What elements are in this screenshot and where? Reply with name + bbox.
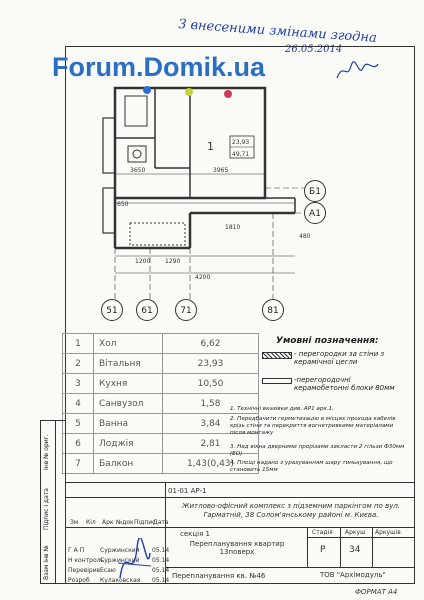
company-name: ТОВ "Архімодуль" — [320, 571, 386, 579]
note-4: 4. Площі надано з урахуванням шару тинькування, що становить 15мм — [230, 460, 393, 473]
plan-area-bottom: 49,71 — [232, 151, 250, 158]
drawing-title: Перепланування квартир 13поверх — [189, 540, 285, 556]
table-row — [63, 354, 259, 374]
marker-blue — [143, 86, 151, 94]
title-block-signature — [115, 538, 155, 586]
axis-61: 61 — [136, 299, 158, 321]
stage-value: Р — [320, 545, 326, 555]
plan-dim-1290: 1290 — [165, 258, 181, 265]
watermark: Forum.Domik.ua — [52, 52, 266, 82]
col-ark: Арк — [102, 519, 114, 526]
legend-swatch-block — [262, 378, 292, 384]
room-no: 7 — [63, 454, 94, 474]
table-row — [63, 374, 259, 394]
room-no: 6 — [63, 434, 94, 454]
plan-area-top: 23,93 — [232, 139, 250, 146]
section-label: секція 1 — [180, 530, 210, 538]
person-role: Перевірив — [68, 567, 101, 574]
sheet-title: Перепланування кв. №46 — [172, 572, 266, 580]
person-date: 05.14 — [152, 567, 170, 574]
person-date: 05.14 — [152, 577, 170, 584]
marker-red — [224, 90, 232, 98]
room-name: Балкон — [94, 454, 163, 474]
room-name: Вітальня — [94, 354, 163, 374]
approval-date: 26.05.2014 — [285, 44, 343, 55]
person-name: Суржинский — [100, 547, 140, 554]
plan-dim-480: 480 — [299, 233, 311, 240]
side-label-3: Взам інв № — [43, 545, 50, 580]
axis-b1: Б1 — [304, 180, 326, 202]
side-stamp-col — [54, 420, 66, 584]
doc-code: 01-01 АР-1 — [168, 487, 207, 495]
person-role: Розроб — [68, 577, 90, 584]
person-name: Кулаковская — [100, 577, 141, 584]
room-area: 23,93 — [163, 354, 259, 374]
note-1: 1. Технічні вказівки див. АР1 арк.1. — [230, 406, 334, 412]
format-label: ФОРМАТ А4 — [355, 588, 398, 596]
room-area: 10,50 — [163, 374, 259, 394]
tb-line — [307, 537, 415, 538]
plan-dim-3650: 3650 — [130, 167, 146, 174]
side-label-1: Інв № ориг. — [43, 434, 50, 470]
tb-line — [165, 567, 415, 568]
tb-line — [65, 527, 415, 528]
plan-dim-3965: 3965 — [213, 167, 229, 174]
plan-dim-1200: 1200 — [135, 258, 151, 265]
note-2: 2. Передбачити герметизацію в місцях прохода кабелів крізь стіни та перекриття вогнетривкими матеріалами після монтажу — [230, 416, 396, 436]
legend-item-block: -перегородочні керамобетонні блоки 80мм — [294, 376, 395, 392]
plan-room-number: 1 — [207, 140, 214, 153]
legend-item-brick: - перегородки за стіни з керамічної цегли — [294, 350, 385, 366]
room-no: 2 — [63, 354, 94, 374]
room-no: 5 — [63, 414, 94, 434]
person-name: Суржинский — [100, 557, 140, 564]
person-date: 05.14 — [152, 547, 170, 554]
project-title: Житлово-офісний комплекс з підземним паркінгом по вул. Гарматній, 38 Солом'янському районі м. Києва. — [181, 502, 401, 519]
tb-line — [65, 482, 415, 483]
room-area: 1,43(0,43) — [163, 454, 259, 474]
legend-title: Умовні позначення: — [276, 336, 379, 346]
person-date: 05.14 — [152, 557, 170, 564]
hdr-sheet: Аркуш — [345, 529, 366, 536]
axis-a1: А1 — [304, 202, 326, 224]
person-role: Г А П — [68, 547, 85, 554]
col-izm: Зм — [70, 519, 79, 526]
plan-dim-650: 650 — [117, 201, 129, 208]
room-name: Хол — [94, 334, 163, 354]
person-role: Н контроль — [68, 557, 104, 564]
room-no: 4 — [63, 394, 94, 414]
person-name: Есаю — [100, 567, 116, 574]
plan-dim-4200: 4200 — [195, 274, 211, 281]
room-no: 1 — [63, 334, 94, 354]
side-label-2: Підпис і дата — [43, 488, 50, 530]
axis-81: 81 — [262, 299, 284, 321]
room-area: 1,58 — [163, 394, 259, 414]
marker-yellow — [185, 88, 193, 96]
floor-plan — [95, 78, 385, 318]
col-sign: Підпис — [134, 519, 156, 526]
tb-line — [372, 527, 373, 567]
axis-51: 51 — [101, 299, 123, 321]
room-no: 3 — [63, 374, 94, 394]
axis-71: 71 — [175, 299, 197, 321]
tb-line — [307, 527, 308, 567]
room-name: Санвузол — [94, 394, 163, 414]
hdr-sheets: Аркушів — [375, 529, 401, 536]
sheet-value: 34 — [349, 545, 361, 555]
tb-line — [340, 527, 341, 567]
col-date: Дата — [153, 519, 169, 526]
room-area: 3,84 — [163, 414, 259, 434]
legend-swatch-brick — [262, 352, 292, 359]
room-area: 2,81 — [163, 434, 259, 454]
hdr-stage: Стадія — [312, 529, 333, 536]
col-doc: №док — [116, 519, 134, 526]
plan-dim-1810: 1810 — [225, 224, 241, 231]
room-name: Кухня — [94, 374, 163, 394]
room-name: Лоджія — [94, 434, 163, 454]
table-row — [63, 334, 259, 354]
room-area: 6,62 — [163, 334, 259, 354]
room-name: Ванна — [94, 414, 163, 434]
tb-line — [65, 497, 415, 498]
note-3: 3. Над вікна дверними прорізами закласти 2 гільзи Ф30мм (ЕО) — [230, 444, 405, 457]
approval-note: З внесеними змінами згодна — [177, 17, 378, 46]
col-kil: Кіл — [86, 519, 96, 526]
